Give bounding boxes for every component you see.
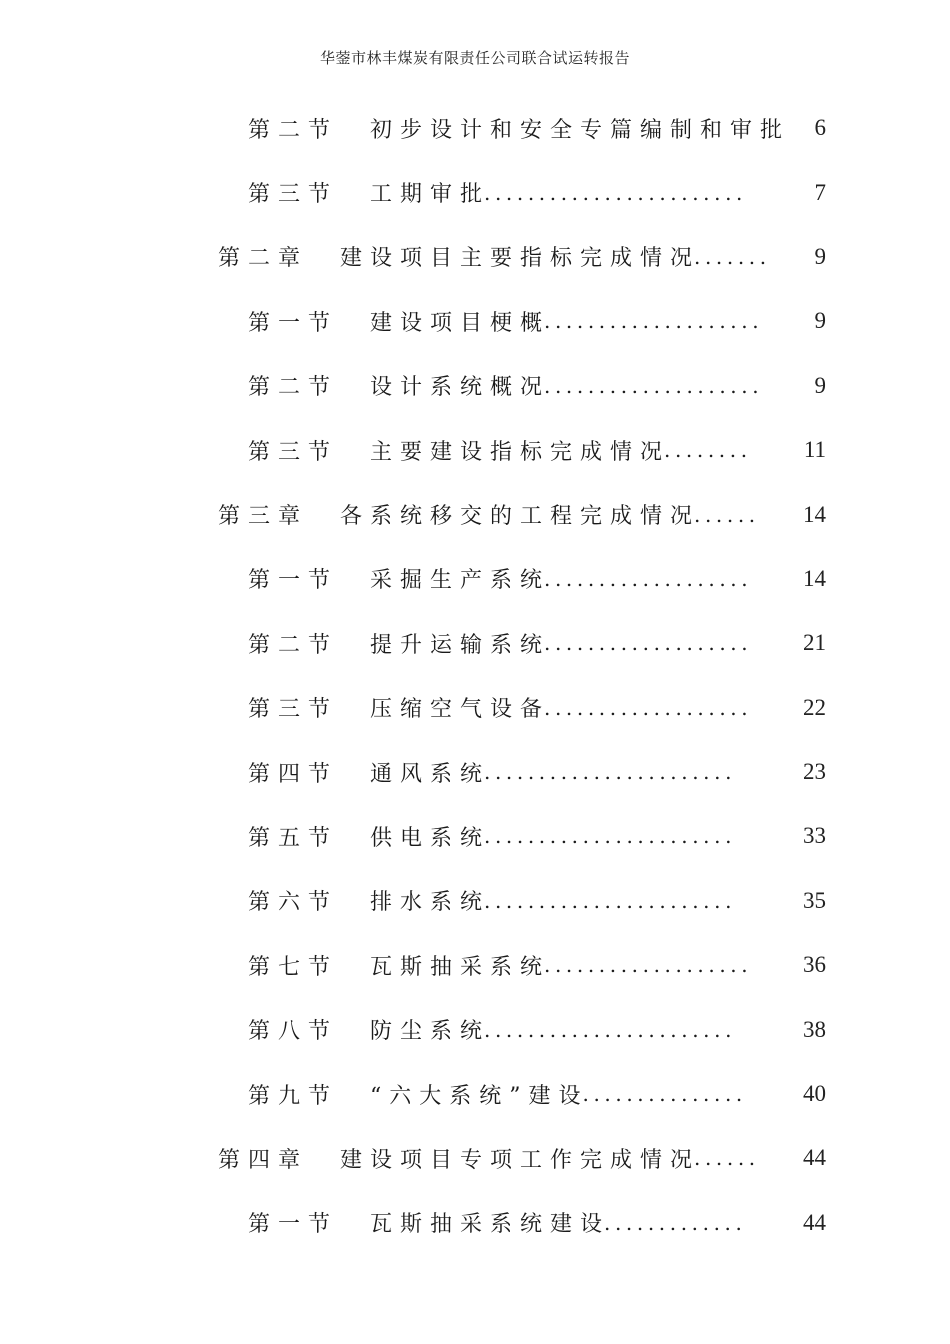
- toc-entry-label: 第一节: [248, 310, 339, 336]
- toc-entry-page-number: 9: [814, 308, 826, 334]
- toc-entry-title: “六大系统”建设: [370, 1083, 589, 1109]
- toc-entry-leader-dots: .......................: [484, 1017, 737, 1042]
- toc-entry-section[interactable]: [0, 611, 950, 675]
- toc-entry-leader-dots: .......................: [484, 888, 737, 913]
- toc-entry-section[interactable]: [0, 676, 950, 740]
- toc-entry-label: 第九节: [248, 1083, 339, 1109]
- toc-entry-label: 第五节: [248, 825, 339, 851]
- toc-entry-page-number: 14: [803, 565, 826, 591]
- toc-entry-section[interactable]: [0, 933, 950, 997]
- toc-entry-leader-dots: ......: [694, 1146, 760, 1171]
- toc-entry-title: 建设项目梗概: [370, 310, 551, 336]
- page-header: 华蓥市林丰煤炭有限责任公司联合试运转报告: [319, 49, 630, 67]
- toc-entry-leader-dots: ...............: [582, 1082, 747, 1107]
- toc-entry-title: 提升运输系统: [370, 632, 551, 658]
- toc-entry-label: 第八节: [248, 1019, 339, 1045]
- toc-entry-chapter[interactable]: [0, 482, 950, 546]
- toc-entry-page-number: 36: [803, 952, 826, 978]
- toc-entry-page-number: 22: [803, 694, 826, 720]
- toc-entry-title: 主要建设指标完成情况: [370, 439, 671, 465]
- toc-entry-label: 第七节: [248, 954, 339, 980]
- toc-entry-page-number: 9: [814, 372, 826, 398]
- toc-entry-section[interactable]: [0, 997, 950, 1061]
- toc-entry-page-number: 14: [803, 501, 826, 527]
- toc-entry-leader-dots: ....................: [544, 309, 764, 334]
- toc-entry-leader-dots: ........................: [484, 180, 747, 205]
- toc-entry-page-number: 38: [803, 1016, 826, 1042]
- toc-entry-leader-dots: ...................: [544, 631, 753, 656]
- toc-entry-section[interactable]: [0, 869, 950, 933]
- toc-entry-leader-dots: ...................: [544, 953, 753, 978]
- toc-entry-title: 供电系统: [370, 825, 491, 851]
- toc-entry-label: 第三节: [248, 182, 339, 208]
- toc-entry-label: 第一节: [248, 568, 339, 594]
- toc-entry-leader-dots: ........: [664, 438, 752, 463]
- toc-entry-page-number: 40: [803, 1081, 826, 1107]
- toc-entry-chapter[interactable]: [0, 1126, 950, 1190]
- toc-entry-label: 第二节: [248, 375, 339, 401]
- table-of-contents: [0, 96, 950, 1255]
- toc-entry-title: 各系统移交的工程完成情况: [340, 504, 701, 530]
- toc-entry-page-number: 23: [803, 759, 826, 785]
- toc-entry-page-number: 11: [803, 437, 826, 463]
- toc-entry-section[interactable]: [0, 418, 950, 482]
- toc-entry-label: 第二章: [218, 246, 309, 272]
- toc-entry-section[interactable]: [0, 1062, 950, 1126]
- toc-entry-label: 第三章: [218, 504, 309, 530]
- toc-entry-page-number: 21: [803, 630, 826, 656]
- toc-entry-page-number: 6: [814, 115, 826, 141]
- toc-entry-title: 防尘系统: [370, 1019, 491, 1045]
- toc-entry-section[interactable]: [0, 160, 950, 224]
- toc-entry-title: 通风系统: [370, 761, 491, 787]
- toc-entry-section[interactable]: [0, 804, 950, 868]
- toc-entry-title: 初步设计和安全专篇编制和审批: [370, 117, 791, 143]
- toc-entry-label: 第二节: [248, 117, 339, 143]
- toc-entry-title: 瓦斯抽采系统: [370, 954, 551, 980]
- toc-entry-chapter[interactable]: [0, 225, 950, 289]
- toc-entry-leader-dots: ...................: [544, 566, 753, 591]
- toc-entry-page-number: 44: [803, 1145, 826, 1171]
- toc-entry-leader-dots: .......................: [484, 760, 737, 785]
- toc-entry-label: 第一节: [248, 1212, 339, 1238]
- toc-entry-title: 设计系统概况: [370, 375, 551, 401]
- toc-entry-leader-dots: ....................: [544, 373, 764, 398]
- toc-entry-label: 第三节: [248, 439, 339, 465]
- toc-entry-title: 工期审批: [370, 182, 491, 208]
- toc-entry-leader-dots: .......: [694, 244, 771, 269]
- toc-entry-leader-dots: ......: [694, 502, 760, 527]
- toc-entry-title: 建设项目主要指标完成情况: [340, 246, 701, 272]
- toc-entry-label: 第三节: [248, 697, 339, 723]
- toc-entry-section[interactable]: [0, 96, 950, 160]
- toc-entry-leader-dots: .............: [604, 1210, 747, 1235]
- toc-entry-title: 压缩空气设备: [370, 697, 551, 723]
- toc-entry-section[interactable]: [0, 289, 950, 353]
- toc-entry-section[interactable]: [0, 354, 950, 418]
- toc-entry-section[interactable]: [0, 740, 950, 804]
- toc-entry-page-number: 44: [803, 1209, 826, 1235]
- toc-entry-label: 第四节: [248, 761, 339, 787]
- toc-entry-page-number: 9: [814, 243, 826, 269]
- toc-entry-title: 建设项目专项工作完成情况: [340, 1147, 701, 1173]
- toc-entry-section[interactable]: [0, 1191, 950, 1255]
- toc-entry-section[interactable]: [0, 547, 950, 611]
- toc-entry-title: 采掘生产系统: [370, 568, 551, 594]
- toc-entry-label: 第六节: [248, 890, 339, 916]
- toc-entry-leader-dots: .......................: [484, 824, 737, 849]
- toc-entry-page-number: 35: [803, 887, 826, 913]
- toc-entry-leader-dots: ...................: [544, 695, 753, 720]
- toc-entry-page-number: 7: [814, 179, 826, 205]
- toc-entry-label: 第四章: [218, 1147, 309, 1173]
- toc-entry-label: 第二节: [248, 632, 339, 658]
- toc-entry-title: 瓦斯抽采系统建设: [370, 1212, 611, 1238]
- toc-entry-page-number: 33: [803, 823, 826, 849]
- toc-entry-title: 排水系统: [370, 890, 491, 916]
